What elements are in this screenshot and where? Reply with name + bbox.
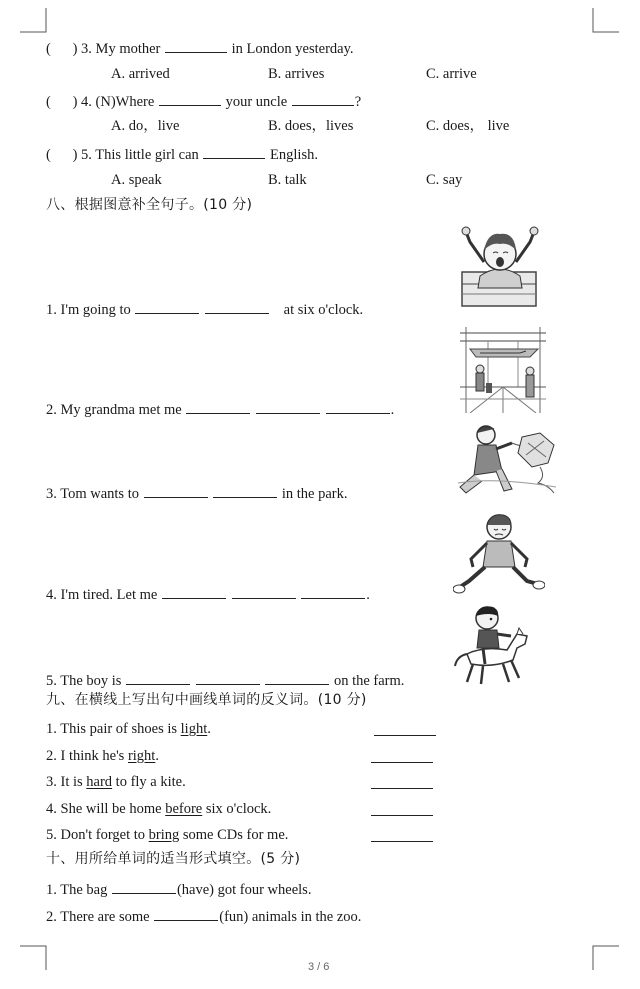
fill-blank[interactable]	[232, 586, 296, 599]
crop-mark-top-left	[20, 8, 50, 36]
option-a: A. speak	[111, 172, 162, 188]
mc-question-3: ( ) 3. My mother in London yesterday.	[46, 41, 354, 57]
fill-blank[interactable]	[203, 146, 265, 159]
fill-blank[interactable]	[126, 672, 190, 685]
section-8-item-1: 1. I'm going to at six o'clock.	[46, 302, 364, 318]
mc-question-4: ( ) 4. (N)Where your uncle ?	[46, 94, 362, 110]
fill-blank[interactable]	[112, 881, 176, 894]
answer-blank[interactable]	[371, 762, 433, 763]
fill-blank[interactable]	[159, 93, 221, 106]
crop-mark-top-right	[589, 8, 619, 36]
fill-blank[interactable]	[301, 586, 365, 599]
underlined-word: light	[180, 721, 208, 737]
crop-mark-bottom-right	[589, 944, 619, 972]
option-a: A. arrived	[111, 66, 170, 82]
boy-riding-horse-picture	[453, 604, 537, 688]
answer-paren: ( )	[46, 41, 78, 57]
underlined-word: bring	[148, 827, 180, 843]
fill-blank[interactable]	[165, 40, 227, 53]
boy-flying-kite-picture	[456, 423, 560, 495]
answer-blank[interactable]	[371, 815, 433, 816]
section-8-heading: 八、根据图意补全句子。(10 分)	[46, 197, 253, 213]
airport-hall-picture	[460, 327, 546, 413]
option-b: B. arrives	[268, 66, 325, 82]
fill-blank[interactable]	[213, 485, 277, 498]
answer-blank[interactable]	[371, 788, 433, 789]
section-9-item-4: 4. She will be home before six o'clock.	[46, 801, 272, 817]
section-9-item-5: 5. Don't forget to bring some CDs for me.	[46, 827, 289, 843]
boy-waking-up-picture	[460, 222, 540, 308]
answer-paren: ( )	[46, 147, 78, 163]
fill-blank[interactable]	[162, 586, 226, 599]
fill-blank[interactable]	[265, 672, 329, 685]
fill-blank[interactable]	[205, 301, 269, 314]
underlined-word: before	[165, 801, 203, 817]
section-9-item-2: 2. I think he's right.	[46, 748, 159, 764]
fill-blank[interactable]	[144, 485, 208, 498]
answer-blank[interactable]	[374, 735, 436, 736]
option-a: A. do，live	[111, 118, 180, 134]
crop-mark-bottom-left	[20, 944, 50, 972]
fill-blank[interactable]	[135, 301, 199, 314]
fill-blank[interactable]	[196, 672, 260, 685]
page-number: 3 / 6	[308, 961, 330, 973]
option-c: C. does， live	[426, 118, 510, 134]
section-8-item-5: 5. The boy is on the farm.	[46, 673, 405, 689]
underlined-word: right	[127, 748, 156, 764]
section-9-heading: 九、在横线上写出句中画线单词的反义词。(10 分)	[46, 692, 367, 708]
section-8-item-3: 3. Tom wants to in the park.	[46, 486, 348, 502]
answer-blank[interactable]	[371, 841, 433, 842]
answer-paren: ( )	[46, 94, 78, 110]
section-10-heading: 十、用所给单词的适当形式填空。(5 分)	[46, 851, 301, 867]
underlined-word: hard	[86, 774, 113, 790]
fill-blank[interactable]	[154, 908, 218, 921]
fill-blank[interactable]	[186, 401, 250, 414]
section-10-item-1: 1. The bag (have) got four wheels.	[46, 882, 312, 898]
option-b: B. does，lives	[268, 118, 354, 134]
section-9-item-1: 1. This pair of shoes is light.	[46, 721, 211, 737]
option-c: C. arrive	[426, 66, 477, 82]
tired-boy-sitting-picture	[453, 509, 545, 595]
option-c: C. say	[426, 172, 463, 188]
section-10-item-2: 2. There are some (fun) animals in the zoo.	[46, 909, 362, 925]
section-8-item-4: 4. I'm tired. Let me .	[46, 587, 370, 603]
mc-question-5: ( ) 5. This little girl can English.	[46, 147, 318, 163]
fill-blank[interactable]	[256, 401, 320, 414]
fill-blank[interactable]	[292, 93, 354, 106]
section-8-item-2: 2. My grandma met me .	[46, 402, 395, 418]
fill-blank[interactable]	[326, 401, 390, 414]
section-9-item-3: 3. It is hard to fly a kite.	[46, 774, 186, 790]
option-b: B. talk	[268, 172, 307, 188]
